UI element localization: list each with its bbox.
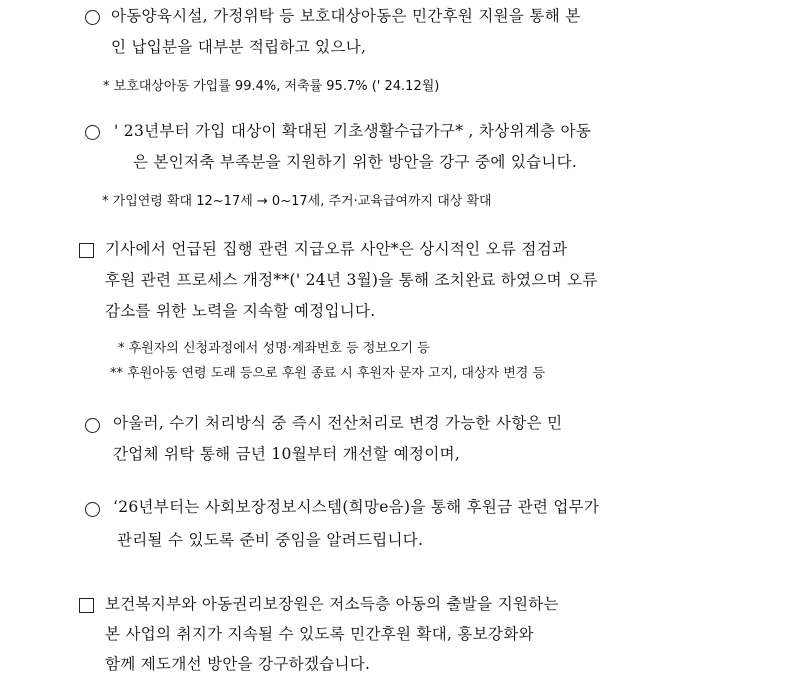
square-bullet-icon [79, 598, 94, 613]
circle-bullet-icon [85, 10, 100, 25]
paragraph-line: 관리될 수 있도록 준비 중임을 알려드립니다. [117, 531, 424, 549]
paragraph-line: 후원 관련 프로세스 개정**(' 24년 3월)을 통해 조치완료 하였으며 오류 [105, 271, 598, 289]
paragraph-line: 감소를 위한 노력을 지속할 예정입니다. [105, 302, 376, 320]
paragraph-line: 간업체 위탁 통해 금년 10월부터 개선할 예정이며, [113, 445, 461, 463]
paragraph-line: 아동양육시설, 가정위탁 등 보호대상아동은 민간후원 지원을 통해 본 [111, 7, 581, 25]
paragraph-line: ' 23년부터 가입 대상이 확대된 기초생활수급가구* , 차상위계층 아동 [114, 122, 592, 140]
footnote-line: * 보호대상아동 가입률 99.4%, 저축률 95.7% (' 24.12월) [103, 79, 440, 94]
paragraph-line: ‘26년부터는 사회보장정보시스템(희망e음)을 통해 후원금 관련 업무가 [113, 498, 600, 516]
paragraph-line: 은 본인저축 부족분을 지원하기 위한 방안을 강구 중에 있습니다. [133, 153, 578, 171]
circle-bullet-icon [85, 502, 100, 517]
paragraph-line: 인 납입분을 대부분 적립하고 있으나, [111, 38, 367, 56]
square-bullet-icon [79, 243, 94, 258]
footnote-line: ** 후원아동 연령 도래 등으로 후원 종료 시 후원자 문자 고지, 대상자 변경 등 [110, 366, 546, 381]
paragraph-line: 기사에서 언급된 집행 관련 지급오류 사안*은 상시적인 오류 점검과 [105, 240, 568, 258]
footnote-line: * 후원자의 신청과정에서 성명·계좌번호 등 정보오기 등 [118, 341, 430, 356]
circle-bullet-icon [85, 418, 100, 433]
paragraph-line: 보건복지부와 아동권리보장원은 저소득층 아동의 출발을 지원하는 [105, 595, 559, 613]
paragraph-line: 아울러, 수기 처리방식 중 즉시 전산처리로 변경 가능한 사항은 민 [113, 414, 563, 432]
footnote-line: * 가입연령 확대 12~17세 → 0~17세, 주거·교육급여까지 대상 확대 [102, 194, 492, 209]
circle-bullet-icon [85, 125, 100, 140]
paragraph-line: 함께 제도개선 방안을 강구하겠습니다. [105, 655, 371, 673]
paragraph-line: 본 사업의 취지가 지속될 수 있도록 민간후원 확대, 홍보강화와 [105, 625, 534, 643]
